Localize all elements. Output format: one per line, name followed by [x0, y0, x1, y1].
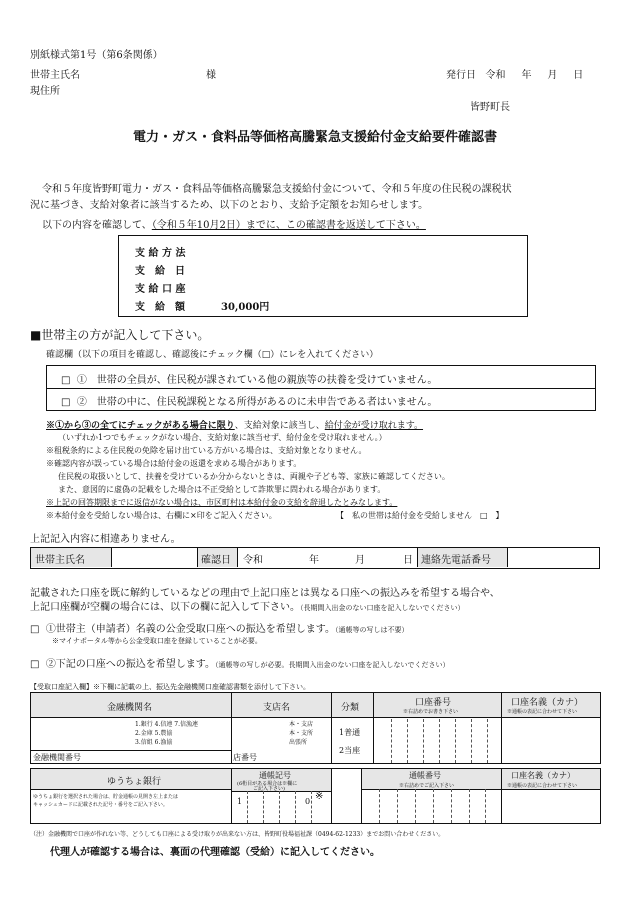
confirm-row	[30, 547, 600, 569]
option-1-sub: ※マイナポータル等から公金受取口座を登録していることが必要。	[52, 637, 262, 645]
yucho-note-2: キャッシュカードに記載された記号・番号をご記入下さい。	[33, 802, 168, 808]
bank-code-label: 金融機関番号	[33, 753, 81, 762]
note-8: ※本給付金を受給しない場合は、右欄に×印をご記入ください。	[46, 511, 277, 520]
summary-amount: 30,000円	[221, 302, 270, 313]
intro-line2: 況に基づき、支給対象者に該当するため、以下のとおり、支給予定額をお知らせします。	[30, 200, 429, 211]
category-2[interactable]: 2当座	[339, 746, 361, 755]
note-1	[46, 418, 423, 431]
issue-label: 発行日	[446, 70, 476, 81]
option-1-checkbox[interactable]: □	[30, 624, 40, 635]
holder2-note: ※通帳の表記に合わせて下さい	[507, 783, 578, 789]
issue-month: 月	[547, 70, 558, 81]
transfer-line1: 記載された口座を既に解約しているなどの理由で上記口座とは異なる口座への振込みを希望する場合や、	[30, 588, 500, 599]
issue-day: 日	[573, 70, 584, 81]
passbook-code-note-1: (6桁目がある場合は※欄に	[237, 781, 298, 787]
checkbox-1[interactable]: □	[61, 375, 71, 386]
bank-name-header: 金融機関名	[107, 703, 153, 713]
confirm-statement: 上記記入内容に相違ありません。	[30, 534, 181, 545]
note-5: 住民税の取扱いとして、扶養を受けているか分からないときは、両親や子ども等、家族に確認してください。	[58, 472, 450, 481]
page-title: 電力・ガス・食料品等価格高騰緊急支援給付金支給要件確認書	[132, 130, 497, 145]
confirm-era: 令和	[243, 555, 263, 566]
bank-types-1: 1.銀行 4.信連 7.信漁連	[135, 721, 198, 728]
note-6: また、意図的に虚偽の記載をした場合は不正受給として詐欺罪に問われる場合があります。	[58, 485, 386, 494]
decline-checkbox-row[interactable]: 【 私の世帯は給付金を受給しません □ 】	[336, 511, 504, 520]
note-3: ※租税条約による住民税の免除を届け出ている方がいる場合は、支給対象となりません。	[46, 446, 367, 455]
transfer-option-1[interactable]	[30, 620, 409, 635]
holder-note: ※通帳の表記に合わせて下さい	[507, 709, 578, 715]
note-7: ※上記の回答期限までに返信がない場合は、市区町村は本給付金の支給を辞退したとみなします。	[46, 498, 398, 507]
holder-header: 口座名義（カナ）	[511, 698, 584, 708]
issuer: 皆野町長	[470, 102, 510, 113]
note-1-a: ※①から③の全てにチェックがある場合に限り	[46, 421, 235, 431]
proxy-notice: 代理人が確認する場合は、裏面の代理確認（受給）に記入してください。	[50, 847, 380, 858]
transfer-line2-a: 上記口座欄が空欄の場合には、以下の欄に記入して下さい。	[30, 602, 300, 613]
passbook-code-digit-first: 1	[237, 797, 243, 806]
issue-year: 年	[521, 70, 532, 81]
passbook-code-digit-last: 0	[305, 797, 311, 806]
confirm-day: 日	[403, 555, 413, 566]
passbook-code-note-2: ご記入下さい)	[253, 786, 285, 792]
confirm-month: 月	[355, 555, 365, 566]
note-1-c: 給付金が受け取れます。	[324, 421, 424, 431]
address-label: 現住所	[30, 86, 60, 97]
summary-account: 支 給 口 座	[135, 284, 186, 295]
check-item-2[interactable]	[61, 393, 437, 408]
check-item-1[interactable]	[61, 371, 437, 386]
branch-name-header: 支店名	[263, 703, 291, 713]
summary-method: 支 給 方 法	[135, 248, 186, 259]
option-2-note: （通帳等の写しが必要。長期間入出金のない口座を記入しないでください）	[215, 661, 450, 669]
check-items-box	[46, 365, 596, 411]
yucho-note-1: ゆうちょ銀行を選択された場合は、貯金通帳の見開き左上または	[33, 794, 179, 800]
section1-heading: ■世帯主の方が記入して下さい。	[30, 328, 210, 342]
summary-amount-label: 支 給 額	[135, 302, 185, 313]
issue-era: 令和	[485, 70, 506, 81]
yucho-label: ゆうちょ銀行	[107, 777, 162, 787]
form-number: 別紙様式第1号（第6条関係）	[30, 50, 163, 61]
category-header: 分類	[341, 703, 360, 713]
branch-code-label: 店番号	[233, 753, 257, 762]
check-item-1-text: ① 世帯の全員が、住民税が課されている他の親族等の扶養を受けていません。	[76, 375, 438, 386]
summary-box	[118, 235, 528, 317]
head-name-label: 世帯主氏名	[30, 70, 80, 81]
intro-line3	[42, 216, 426, 231]
passbook-code-header: 通帳記号	[259, 771, 291, 780]
intro-line1: 令和５年度皆野町電力・ガス・食料品等価格高騰緊急支援給付金について、令和５年度の住民税の課税状	[42, 184, 512, 195]
option-2-checkbox[interactable]: □	[30, 659, 40, 670]
sixth-digit-asterisk: ※	[315, 791, 324, 802]
checkbox-2[interactable]: □	[61, 397, 71, 408]
confirm-date-label: 確認日	[201, 555, 231, 566]
bank-types-2: 2.金庫 5.農協	[135, 730, 173, 737]
transfer-line2	[30, 598, 465, 613]
note-4: ※確認内容が誤っている場合は給付金の返還を求める場合があります。	[46, 459, 302, 468]
check-item-2-text: ② 世帯の中に、住民税課税となる所得があるのに未申告である者はいません。	[76, 397, 438, 408]
category-1[interactable]: 1普通	[339, 728, 361, 737]
note-1-b: 、支給対象に該当し、	[234, 421, 325, 431]
note-2: （いずれか1つでもチェックがない場合、支給対象に該当せず、給付金を受け取れません。）	[58, 433, 387, 442]
option-1-text: ①世帯主（申請者）名義の公金受取口座への振込を希望します。	[45, 624, 336, 635]
transfer-line2-b: （長期間入出金のない口座を記入しないでください）	[300, 604, 465, 612]
passbook-no-note: ※右詰めでご記入下さい	[399, 783, 455, 789]
option-1-note: （通帳等の写しは不要）	[335, 626, 409, 634]
bank-types-3: 3.信組 6.漁協	[135, 739, 173, 746]
branch-types-2: 本・支所	[289, 730, 314, 737]
section1-instruction: 確認欄（以下の項目を確認し、確認後にチェック欄（□）にレを入れてください）	[46, 350, 379, 360]
account-no-header: 口座番号	[415, 698, 452, 708]
branch-types-1: 本・支店	[289, 721, 314, 728]
transfer-option-2[interactable]	[30, 655, 450, 670]
branch-types-3: 出張所	[289, 739, 308, 746]
honorific: 様	[206, 70, 216, 81]
confirm-phone-label: 連絡先電話番号	[421, 555, 491, 566]
confirm-head-label: 世帯主氏名	[35, 555, 85, 566]
option-2-text: ②下記の口座への振込を希望します。	[45, 659, 216, 670]
passbook-no-header: 通帳番号	[409, 771, 441, 780]
account-no-note: ※右詰めでお書き下さい	[403, 709, 459, 715]
footnote: （注）金融機関で口座が作れない等、どうしても口座による受け取りが出来ない方は、皆野町役場福祉課（0494-62-1233）までお問い合わせください。	[30, 831, 445, 838]
holder2-header: 口座名義（カナ）	[511, 771, 575, 780]
bank-account-table	[30, 692, 601, 764]
confirm-year: 年	[309, 555, 319, 566]
intro-line3-pre: 以下の内容を確認して、	[42, 220, 152, 231]
yucho-table	[30, 768, 601, 824]
summary-date: 支 給 日	[135, 266, 185, 277]
issue-date	[446, 66, 583, 81]
account-form-header: 【受取口座記入欄】※下欄に記載の上、振込先金融機関口座確認書類を添付して下さい。	[30, 683, 310, 691]
deadline: （令和５年10月2日）までに、この確認書を返送して下さい。	[151, 220, 426, 231]
